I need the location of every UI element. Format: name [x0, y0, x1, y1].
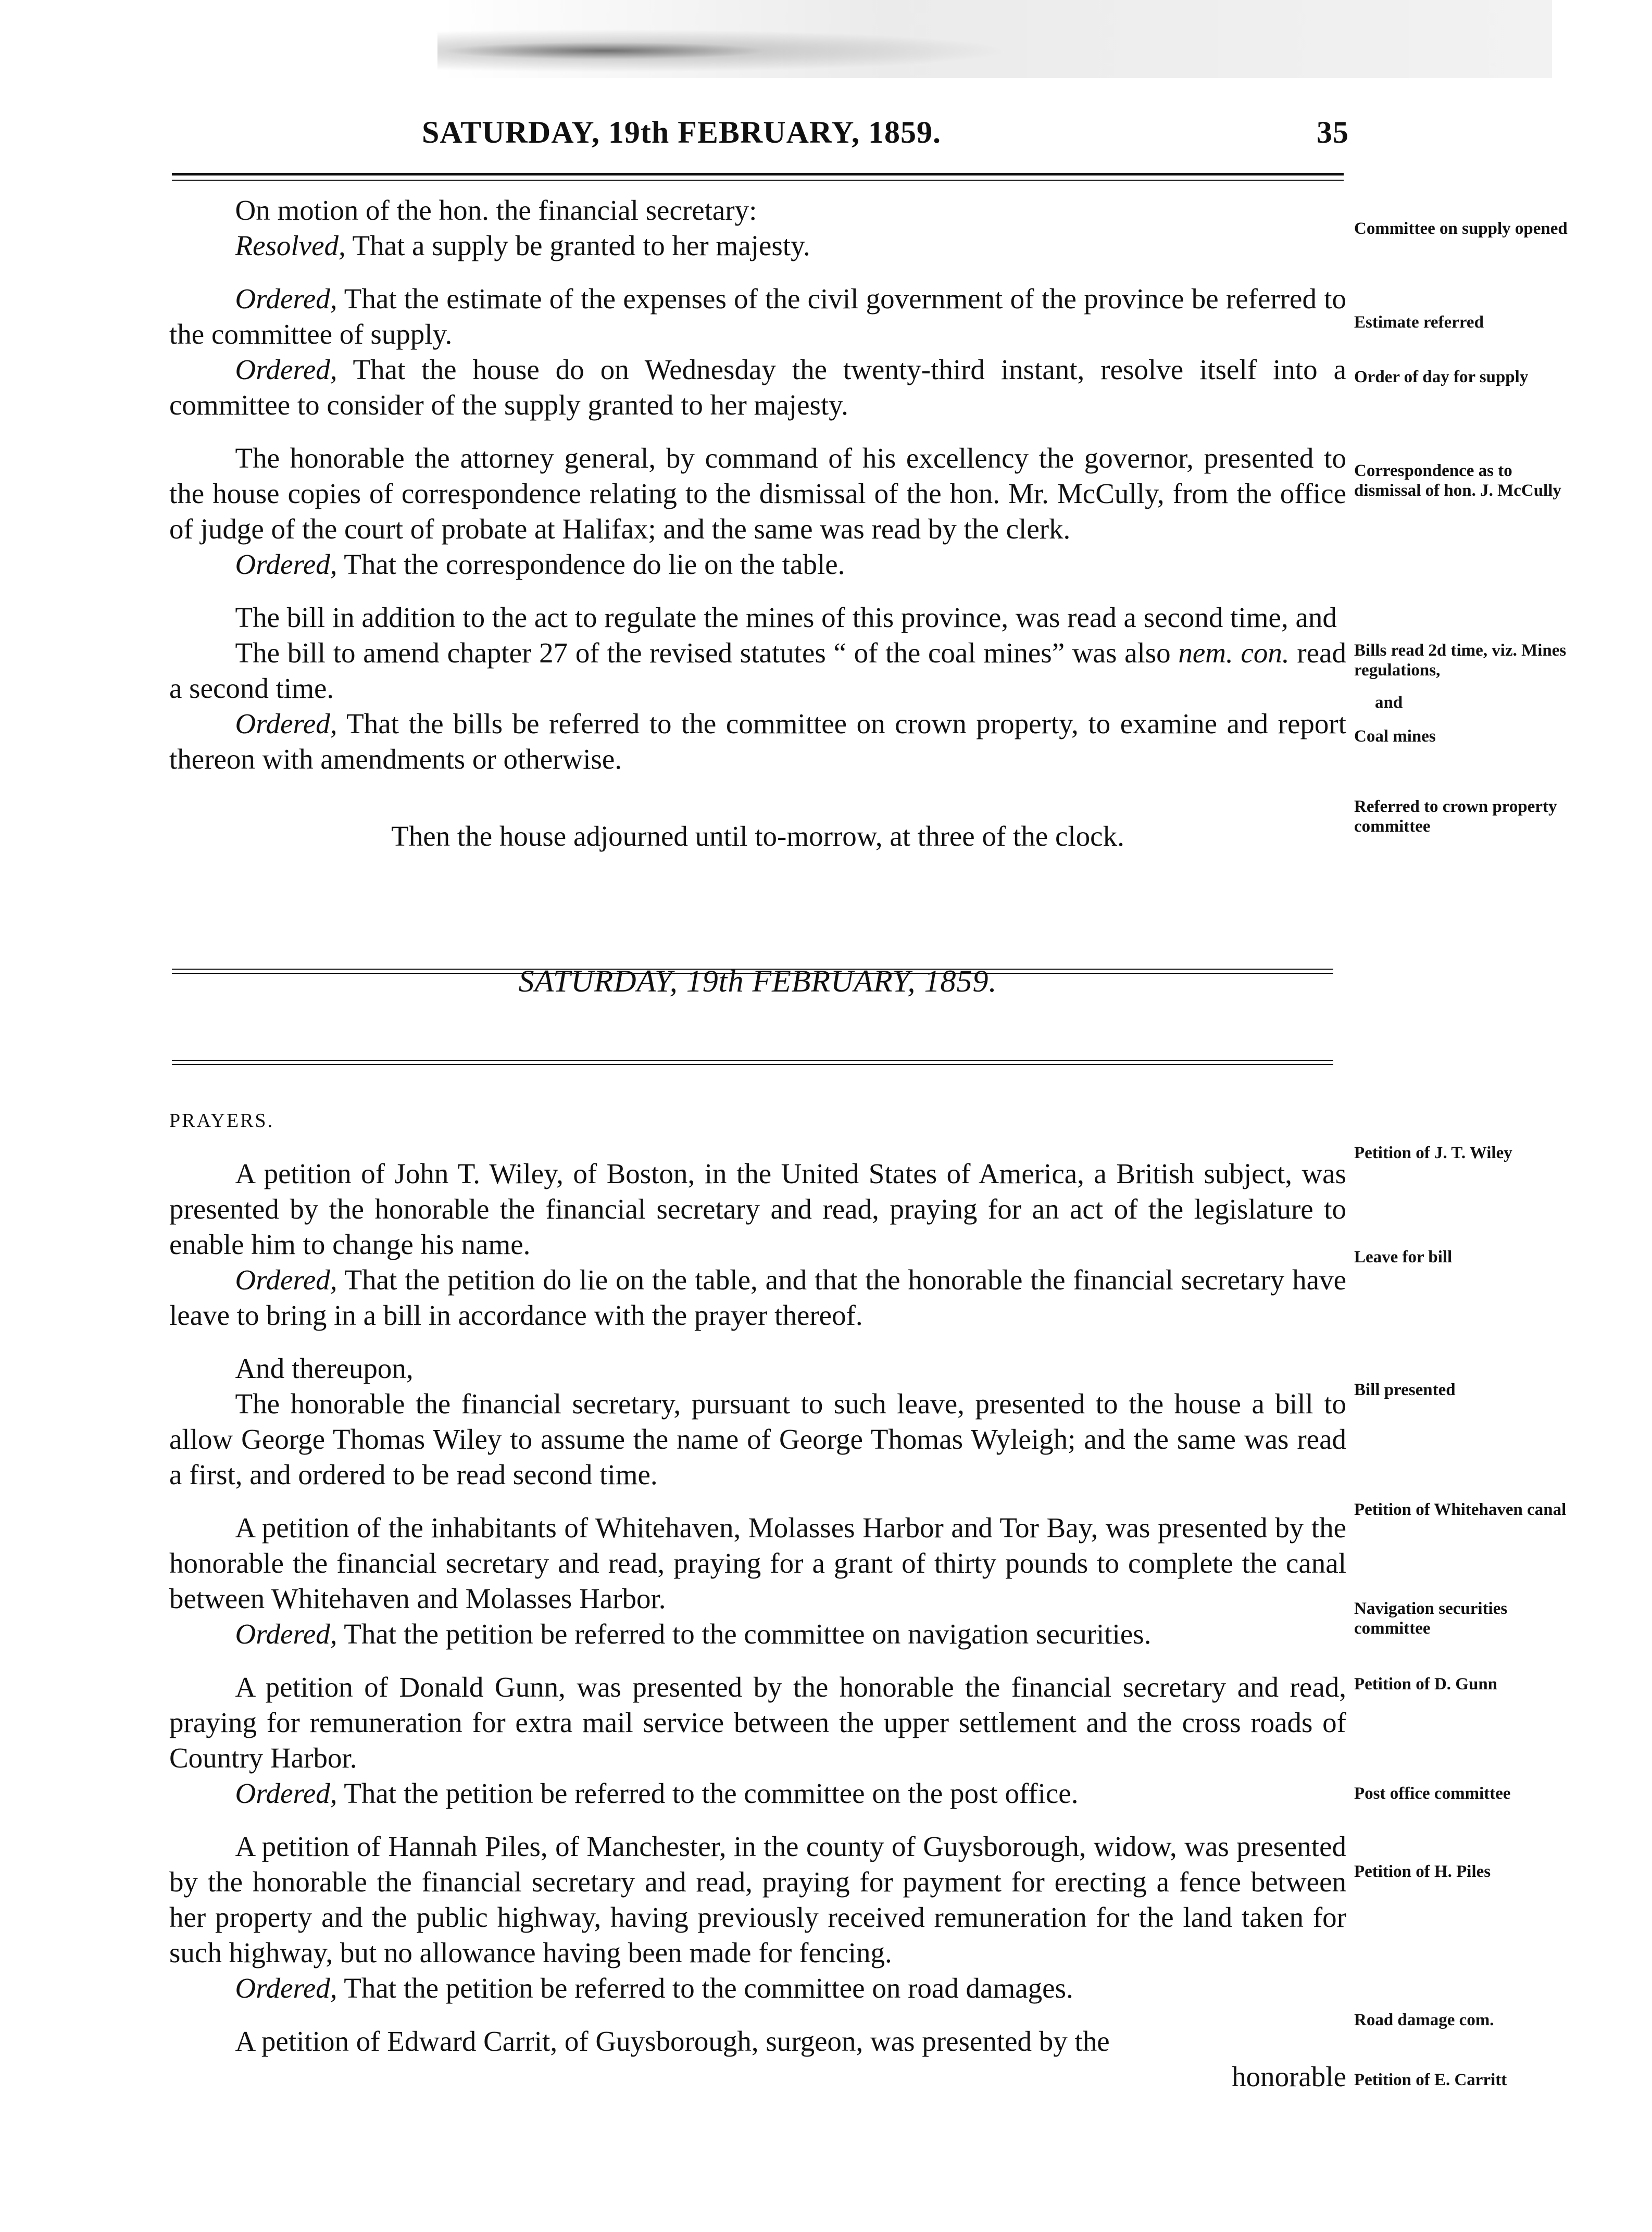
- paragraph: Ordered, That the petition do lie on the table, and that the honorable the financial secretary have leave to bring in a bill in accordance with the prayer thereof.: [169, 1264, 1346, 1331]
- paragraph: A petition of the inhabitants of Whitehaven, Molasses Harbor and Tor Bay, was presented by the honorable the financial secretary and read, praying for a grant of thirty pounds to complete the canal between Whitehaven and Molasses Harbor.: [169, 1512, 1346, 1614]
- paragraph: And thereupon,: [235, 1352, 414, 1384]
- marginal-note: Correspondence as to dismissal of hon. J. McCully: [1354, 461, 1561, 500]
- prayers-heading: PRAYERS.: [169, 1110, 274, 1132]
- marginal-note: Order of day for supply: [1354, 368, 1529, 386]
- paragraph: Ordered, That the correspondence do lie on the table.: [235, 548, 845, 580]
- page-number: 35: [1317, 115, 1349, 149]
- marginal-note: Petition of D. Gunn: [1354, 1675, 1498, 1694]
- paragraph: The honorable the attorney general, by command of his excellency the governor, presented to the house copies of correspondence relating to the dismissal of the hon. Mr. McCully, from the office of judge of the court of probate at Halifax; and the same was read by the clerk.: [169, 442, 1346, 545]
- marginal-note: Bill presented: [1354, 1381, 1456, 1399]
- header-title: SATURDAY, 19th FEBRUARY, 1859.: [422, 115, 941, 149]
- paragraph: A petition of Donald Gunn, was presented by the honorable the financial secretary and read, praying for remuneration for extra mail service between the upper settlement and the cross roads of Country Harbor.: [169, 1671, 1346, 1774]
- marginal-note: Petition of J. T. Wiley: [1354, 1144, 1512, 1162]
- marginal-note: Petition of Whitehaven canal: [1354, 1500, 1567, 1519]
- marginal-note: Navigation securities committee: [1354, 1599, 1508, 1638]
- paragraph: A petition of Hannah Piles, of Manchester, in the county of Guysborough, widow, was presented by the honorable the financial secretary and read, praying for payment for erecting a fence between her property and the public highway, having previously received remuneration for the land taken for such highway, but no allowance having been made for fencing.: [169, 1830, 1346, 1968]
- paragraph: A petition of John T. Wiley, of Boston, in the United States of America, a British subject, was presented by the honorable the financial secretary and read, praying for an act of the legislature to enable him to change his name.: [169, 1158, 1346, 1260]
- marginal-note: Road damage com.: [1354, 2011, 1494, 2029]
- paragraph: Ordered, That the estimate of the expenses of the civil government of the province be referred to the committee of supply.: [169, 283, 1346, 350]
- paragraph: Ordered, That the petition be referred to the committee on the post office.: [235, 1777, 1079, 1809]
- marginal-note: Estimate referred: [1354, 313, 1484, 332]
- marginal-note: Referred to crown property committee: [1354, 797, 1557, 836]
- paragraph: The honorable the financial secretary, pursuant to such leave, presented to the house a bill to allow George Thomas Wiley to assume the name of George Thomas Wyleigh; and the same was read a first, and ordered to be read second time.: [169, 1388, 1346, 1490]
- paragraph: A petition of Edward Carrit, of Guysborough, surgeon, was presented by the: [235, 2025, 1110, 2057]
- marginal-note: Coal mines: [1354, 727, 1436, 746]
- header-rule: [172, 173, 1344, 181]
- dateline: SATURDAY, 19th FEBRUARY, 1859.: [518, 964, 997, 998]
- catchword: honorable: [1232, 2061, 1346, 2092]
- paragraph: Ordered, That the petition be referred to the committee on navigation securities.: [235, 1618, 1152, 1650]
- adjournment-line: Then the house adjourned until to-morrow, at three of the clock.: [391, 820, 1124, 852]
- paragraph: The bill to amend chapter 27 of the revised statutes “ of the coal mines” was also nem. con. read a second time.: [169, 637, 1347, 704]
- paragraph: On motion of the hon. the financial secretary:: [235, 194, 757, 226]
- scan-smudge: [437, 0, 1552, 78]
- paragraph: Ordered, That the house do on Wednesday the twenty-third instant, resolve itself into a committee to consider of the supply granted to her majesty.: [169, 354, 1346, 421]
- marginal-note: Bills read 2d time, viz. Mines regulations,: [1354, 641, 1567, 680]
- marginal-note: Petition of E. Carritt: [1354, 2071, 1507, 2089]
- running-head: [161, 115, 1349, 161]
- paragraph: Ordered, That the petition be referred to the committee on road damages.: [235, 1972, 1073, 2004]
- marginal-note: Petition of H. Piles: [1354, 1862, 1491, 1881]
- section-rule-bottom: [172, 1060, 1333, 1065]
- paragraph: Resolved, That a supply be granted to her majesty.: [235, 230, 810, 261]
- marginal-note: Committee on supply opened: [1354, 219, 1568, 238]
- journal-text: [169, 193, 1346, 2095]
- paragraph: The bill in addition to the act to regulate the mines of this province, was read a second time, and: [235, 601, 1337, 633]
- marginal-note: Leave for bill: [1354, 1248, 1453, 1267]
- paragraph: Ordered, That the bills be referred to the committee on crown property, to examine and report thereon with amendments or otherwise.: [169, 708, 1346, 775]
- marginal-note: Post office committee: [1354, 1784, 1511, 1803]
- marginal-note: and: [1375, 693, 1403, 712]
- section-rule-top: [172, 969, 1333, 974]
